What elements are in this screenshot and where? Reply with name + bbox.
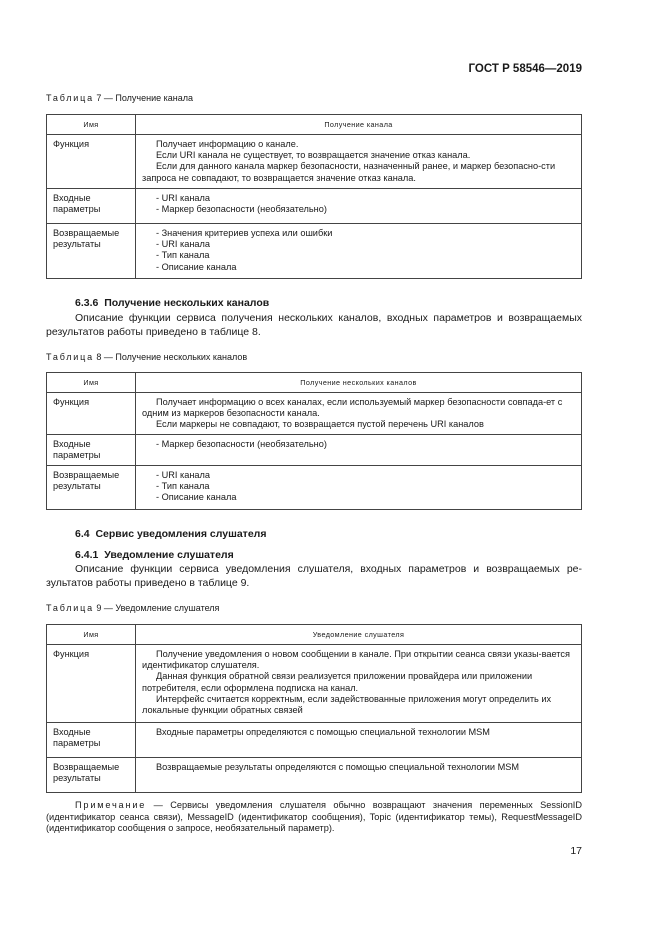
table-header-row — [47, 373, 582, 393]
caption-title: 9 — Уведомление слушателя — [93, 603, 220, 613]
caption-title: 8 — Получение нескольких каналов — [93, 352, 248, 362]
cell-line: - Описание канала — [156, 492, 237, 503]
section-paragraph — [46, 312, 582, 339]
section-paragraph — [46, 563, 582, 590]
row-name: Входные параметры — [53, 193, 101, 215]
column-header-name: Имя — [47, 115, 136, 135]
cell-line: Входные параметры определяются с помощью специальной технологии MSM — [156, 727, 490, 737]
table-header-row — [47, 115, 582, 135]
cell-line: Интерфейс считается корректным, если задействованные приложения могут определить их локальные функции обратных связей — [142, 693, 552, 716]
page-number: 17 — [570, 845, 582, 857]
cell-line: Если URI канала не существует, то возвращается значение отказ канала. — [156, 150, 471, 161]
table-7 — [46, 114, 582, 279]
section-title: Получение нескольких каналов — [104, 297, 270, 309]
caption-prefix: Таблица — [46, 603, 94, 613]
column-header-name: Имя — [47, 373, 136, 393]
table-note — [46, 800, 582, 835]
cell-line: Если маркеры не совпадают, то возвращается пустой перечень URI каналов — [156, 419, 484, 430]
section-title: Уведомление слушателя — [104, 549, 234, 561]
section-heading — [46, 528, 266, 540]
table-header-row — [47, 625, 582, 645]
section-heading — [46, 297, 269, 309]
cell-line: Получение уведомления о новом сообщении в канале. При открытии сеанса связи указы-вается идентификатор слушателя. — [142, 649, 570, 671]
note-text: — Сервисы уведомления слушателя обычно возвращают значения переменных SessionID (идентификатор сеанса связи), MessageID (идентификатор сообщения), Topic (идентификатор темы), RequestMessageID (идентификатор сообщения о запросе, необязательный параметр). — [46, 800, 582, 834]
cell-line: - Значения критериев успеха или ошибки — [156, 228, 333, 238]
cell-line: Получает информацию о канале. — [156, 139, 299, 149]
cell-line: Данная функция обратной связи реализуется приложении провайдера или приложении потребителя, если оформлена подписка на канал. — [142, 671, 533, 693]
table-row — [47, 645, 582, 723]
row-name: Возвращаемые результаты — [53, 228, 120, 250]
paragraph-text: Описание функции сервиса получения нескольких каналов, входных параметров и возвращаемых результатов работы приведено в таблице 8. — [46, 312, 582, 338]
cell-line: - Тип канала — [156, 481, 210, 492]
row-name: Функция — [53, 649, 90, 659]
cell-line: Возвращаемые результаты определяются с помощью специальной технологии MSM — [156, 762, 520, 772]
column-header-name: Имя — [47, 625, 136, 645]
table-row — [47, 135, 582, 189]
caption-prefix: Таблица — [46, 352, 94, 362]
cell-line: - URI канала — [156, 470, 210, 480]
column-header-function: Получение канала — [136, 115, 582, 135]
section-number: 6.3.6 — [75, 297, 99, 309]
table-row — [47, 466, 582, 510]
cell-line: Если для данного канала маркер безопасности, назначенный ранее, и маркер безопасно-сти запроса не совпадают, то возвращается значение отказ канала. — [142, 161, 556, 183]
table-row — [47, 723, 582, 758]
section-number: 6.4.1 — [75, 549, 99, 561]
row-name: Функция — [53, 139, 90, 149]
cell-line: - Описание канала — [156, 261, 237, 272]
table-8-caption — [46, 352, 247, 362]
section-number: 6.4 — [75, 528, 90, 540]
table-9 — [46, 624, 582, 793]
row-name: Функция — [53, 397, 90, 407]
row-name: Возвращаемые результаты — [53, 762, 120, 784]
subsection-heading — [46, 549, 234, 561]
cell-line: - Маркер безопасности (необязательно) — [156, 439, 327, 449]
caption-prefix: Таблица — [46, 93, 94, 103]
caption-title: 7 — Получение канала — [93, 93, 193, 103]
row-name: Входные параметры — [53, 439, 101, 461]
cell-line: - Тип канала — [156, 250, 210, 261]
note-label: Примечание — [75, 800, 147, 810]
table-row — [47, 758, 582, 793]
table-row — [47, 393, 582, 435]
cell-line: - URI канала — [156, 193, 210, 203]
table-row — [47, 189, 582, 224]
column-header-function: Уведомление слушателя — [136, 625, 582, 645]
column-header-function: Получение нескольких каналов — [136, 373, 582, 393]
table-8 — [46, 372, 582, 510]
standard-designation: ГОСТ Р 58546—2019 — [468, 63, 582, 75]
row-name: Входные параметры — [53, 727, 101, 749]
table-row — [47, 435, 582, 466]
row-name: Возвращаемые результаты — [53, 470, 120, 492]
table-row — [47, 224, 582, 279]
cell-line: Получает информацию о всех каналах, если используемый маркер безопасности совпада-ет с одним из маркеров безопасности канала. — [142, 397, 563, 419]
section-title: Сервис уведомления слушателя — [95, 528, 267, 540]
paragraph-text: Описание функции сервиса уведомления слушателя, входных параметров и возвращаемых ре-зультатов работы приведено в таблице 9. — [46, 563, 582, 589]
cell-line: - Маркер безопасности (необязательно) — [156, 204, 327, 215]
table-9-caption — [46, 603, 219, 613]
cell-line: - URI канала — [156, 239, 210, 250]
table-7-caption — [46, 93, 193, 103]
